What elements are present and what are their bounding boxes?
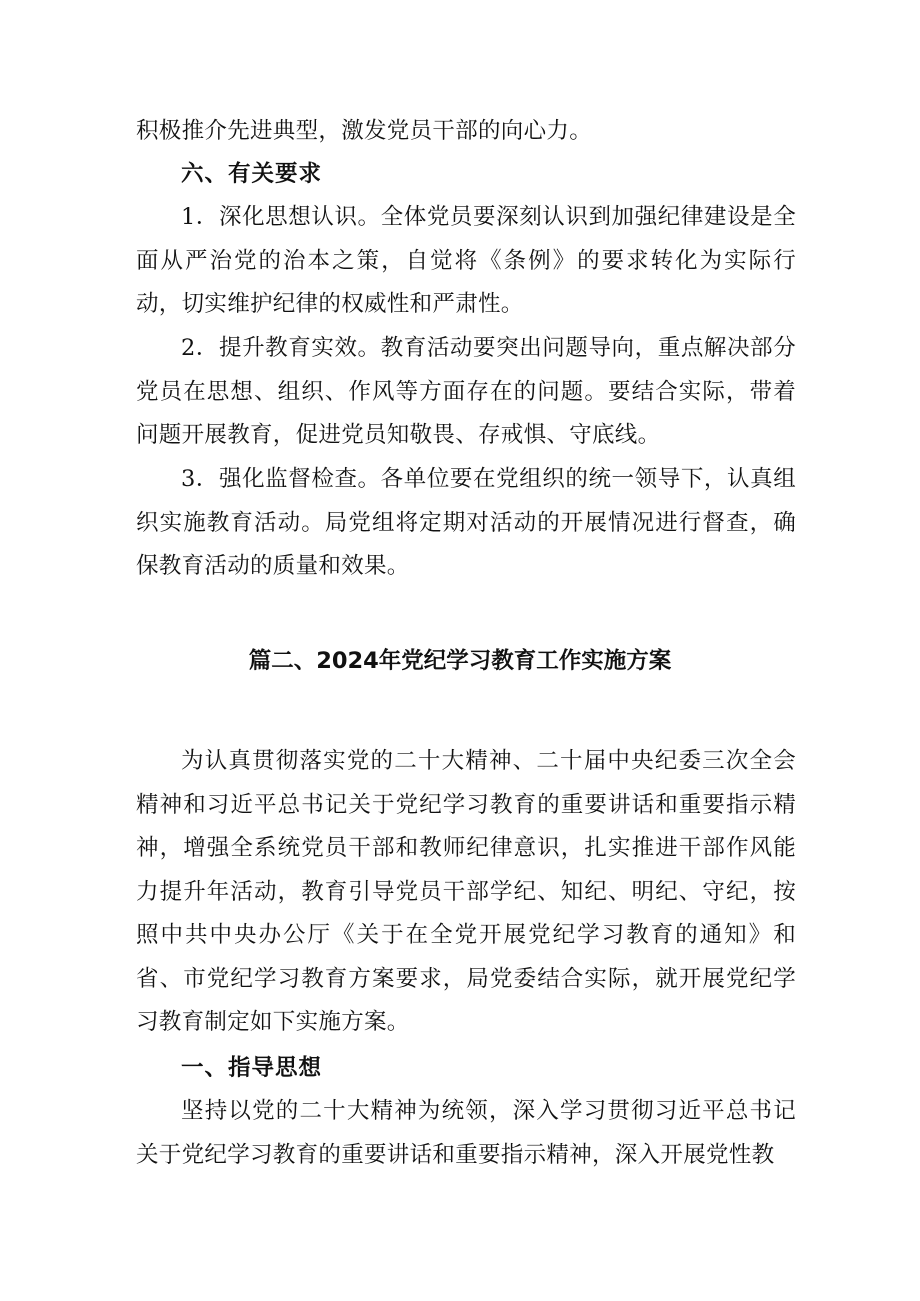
section-six-heading: 六、有关要求: [181, 161, 323, 187]
intro-paragraph: 为认真贯彻落实党的二十大精神、二十届中央纪委三次全会精神和习近平总书记关于党纪学习教育的重要讲话和重要指示精神，增强全系统党员干部和教师纪律意识，扎实推进干部作风能力提升年活动，教育引导党员干部学纪、知纪、明纪、守纪，按照中共中央办公厅《关于在全党开展党纪学习教育的通知》和省、市党纪学习教育方案要求，局党委结合实际，就开展党纪学习教育制定如下实施方案。: [136, 748, 796, 1035]
requirement-2-paragraph: 2．提升教育实效。教育活动要突出问题导向，重点解决部分党员在思想、组织、作风等方面存在的问题。要结合实际，带着问题开展教育，促进党员知敬畏、存戒惧、守底线。: [136, 335, 796, 448]
guiding-thought-paragraph: 坚持以党的二十大精神为统领，深入学习贯彻习近平总书记关于党纪学习教育的重要讲话和重要指示精神，深入开展党性教: [136, 1098, 796, 1168]
requirement-1-paragraph: 1．深化思想认识。全体党员要深刻认识到加强纪律建设是全面从严治党的治本之策，自觉将《条例》的要求转化为实际行动，切实维护纪律的权威性和严肃性。: [136, 204, 796, 317]
continuation-paragraph: 积极推介先进典型，激发党员干部的向心力。: [136, 118, 593, 144]
section-one-heading: 一、指导思想: [181, 1055, 323, 1081]
article-title: 篇二、2024年党纪学习教育工作实施方案: [248, 648, 672, 674]
requirement-3-paragraph: 3．强化监督检查。各单位要在党组织的统一领导下，认真组织实施教育活动。局党组将定期对活动的开展情况进行督查，确保教育活动的质量和效果。: [136, 466, 796, 579]
